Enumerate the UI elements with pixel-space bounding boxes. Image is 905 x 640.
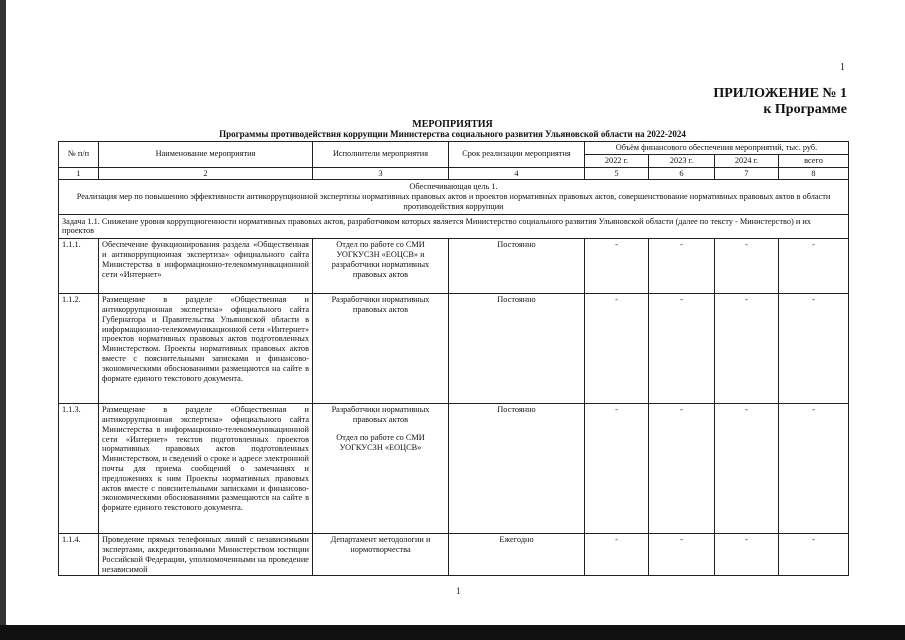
- header-total: всего: [779, 154, 849, 167]
- col-number: 1: [59, 167, 99, 180]
- row-total: -: [779, 534, 849, 576]
- col-number: 5: [585, 167, 649, 180]
- row-2022: -: [585, 534, 649, 576]
- row-term: Постоянно: [449, 239, 585, 294]
- row-num: 1.1.3.: [59, 404, 99, 534]
- row-executors-2: Отдел по работе со СМИ УОГКУСЗН «ЕОЦСВ»: [336, 432, 425, 452]
- col-number: 2: [99, 167, 313, 180]
- row-term: Постоянно: [449, 404, 585, 534]
- header-num: № п/п: [59, 142, 99, 168]
- scan-edge: [0, 0, 6, 625]
- column-number-row: [59, 167, 849, 180]
- row-2024: -: [715, 239, 779, 294]
- appendix-title: ПРИЛОЖЕНИЕ № 1: [713, 86, 847, 101]
- row-num: 1.1.1.: [59, 239, 99, 294]
- row-2023: -: [649, 239, 715, 294]
- footer-mark: 1: [456, 586, 461, 596]
- row-total: -: [779, 404, 849, 534]
- goal-row: [59, 180, 849, 214]
- row-executors: Департамент методологии и нормотворчества: [313, 534, 449, 576]
- row-executors: Отдел по работе со СМИ УОГКУСЗН «ЕОЦСВ» и разработчики нормативных правовых актов: [313, 239, 449, 294]
- row-2024: -: [715, 404, 779, 534]
- row-name: Проведение прямых телефонных линий с независимыми экспертами, аккредитованными Министерством юстиции Российской Федерации, уполномоченными на проведение независимой: [99, 534, 313, 576]
- header-executors: Исполнители мероприятия: [313, 142, 449, 168]
- header-finance: Объём финансового обеспечения мероприятий, тыс. руб.: [585, 142, 849, 155]
- row-term: Постоянно: [449, 294, 585, 404]
- row-executors: Разработчики нормативных правовых актов: [313, 294, 449, 404]
- task-text: Задача 1.1. Снижение уровня коррупциогенности нормативных правовых актов, разработчиком которых является Министерство социального развития Ульяновской области (далее по тексту - Министерство) и их проектов: [59, 214, 849, 239]
- page-number: 1: [840, 62, 845, 73]
- scan-bottom-bar: [0, 625, 905, 640]
- row-2024: -: [715, 294, 779, 404]
- row-2022: -: [585, 404, 649, 534]
- row-2023: -: [649, 534, 715, 576]
- goal-text: Реализация мер по повышению эффективности антикоррупционной экспертизы нормативных правовых актов и проектов нормативных правовых актов, совершенствование нормативных правовых актов в области противодействия коррупции: [76, 192, 831, 211]
- row-name: Размещение в разделе «Общественная и антикоррупционная экспертиза» официального сайта Губернатора и Правительства Ульяновской области в информационно-телекоммуникационной сети «Интернет» проектов нормативных правовых актов подготовленных Министерством. Проекты нормативных правовых актов вместе с пояснительными записками и финансово-экономическими обоснованиями размещаются на сайте в формате единого текстового документа.: [99, 294, 313, 404]
- table-row: [59, 404, 849, 534]
- header-name: Наименование мероприятия: [99, 142, 313, 168]
- col-number: 8: [779, 167, 849, 180]
- row-name: Размещение в разделе «Общественная и антикоррупционная экспертиза» официального сайта Министерства в информационно-телекоммуникационной сети «Интернет» текстов подготовленных проектов нормативных правовых актов подготовленных Министерством, и сведений о сроке и адресе электронной почты для приема сообщений о замечаниях и предложениях к ним Проекты нормативных правовых актов вместе с пояснительными записками и финансово-экономическими обоснованиями размещаются на сайте в формате единого текстового документа.: [99, 404, 313, 534]
- table-row: [59, 534, 849, 576]
- header-year-2022: 2022 г.: [585, 154, 649, 167]
- document-title: МЕРОПРИЯТИЯ: [412, 119, 493, 130]
- row-2023: -: [649, 404, 715, 534]
- row-name: Обеспечение функционирования раздела «Общественная и антикоррупционная экспертиза» официального сайта Министерства в информационно-телекоммуникационной сети «Интернет»: [99, 239, 313, 294]
- col-number: 3: [313, 167, 449, 180]
- row-total: -: [779, 294, 849, 404]
- measures-table: [58, 141, 849, 576]
- header-term: Срок реализации мероприятия: [449, 142, 585, 168]
- row-num: 1.1.4.: [59, 534, 99, 576]
- row-2023: -: [649, 294, 715, 404]
- row-2022: -: [585, 294, 649, 404]
- col-number: 6: [649, 167, 715, 180]
- header-year-2024: 2024 г.: [715, 154, 779, 167]
- row-num: 1.1.2.: [59, 294, 99, 404]
- table-row: [59, 294, 849, 404]
- col-number: 7: [715, 167, 779, 180]
- goal-title: Обеспечивающая цель 1.: [409, 182, 498, 192]
- row-2022: -: [585, 239, 649, 294]
- row-total: -: [779, 239, 849, 294]
- table-row: [59, 239, 849, 294]
- appendix-subtitle: к Программе: [763, 102, 847, 117]
- col-number: 4: [449, 167, 585, 180]
- header-year-2023: 2023 г.: [649, 154, 715, 167]
- task-row: [59, 214, 849, 239]
- row-2024: -: [715, 534, 779, 576]
- row-executors: Разработчики нормативных правовых актов: [331, 405, 430, 425]
- row-term: Ежегодно: [449, 534, 585, 576]
- document-subtitle: Программы противодействия коррупции Министерства социального развития Ульяновской области на 2022-2024: [219, 129, 686, 139]
